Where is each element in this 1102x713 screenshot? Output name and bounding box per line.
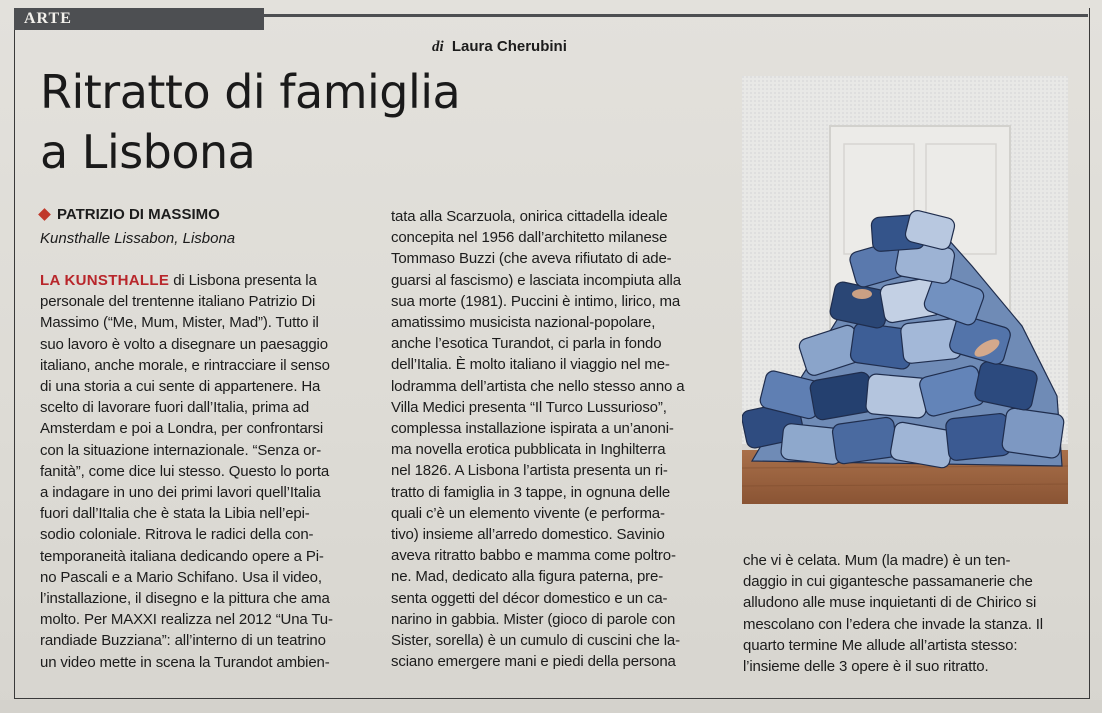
body-line: con la situazione internazionale. “Senza or- bbox=[40, 441, 322, 459]
body-line: concepita nel 1956 dall’architetto milanese bbox=[391, 229, 668, 247]
body-line: fuori dall’Italia che è stata la Libia nell’epi- bbox=[40, 505, 310, 523]
body-line: ne. Mad, dedicato alla figura paterna, pre- bbox=[391, 568, 664, 586]
byline-prefix: di bbox=[432, 39, 444, 55]
body-line: randiade Buzziana”: all’interno di un teatrino bbox=[40, 632, 326, 650]
body-line: l’insieme delle 3 opere è il suo ritratto. bbox=[743, 658, 989, 676]
body-line: fanità”, come dice lui stesso. Questo lo porta bbox=[40, 462, 330, 480]
body-line: anche l’esotica Turandot, ci parla in fondo bbox=[391, 335, 662, 353]
body-line: che vi è celata. Mum (la madre) è un ten- bbox=[743, 552, 1011, 569]
byline bbox=[432, 38, 567, 56]
body-line: LA KUNSTHALLE di Lisbona presenta la bbox=[40, 272, 317, 289]
body-line: tratto di famiglia in 3 tappe, in ognuna delle bbox=[391, 483, 671, 501]
body-line: Tommaso Buzzi (che aveva rifiutato di ade- bbox=[391, 250, 672, 268]
diamond-icon bbox=[38, 208, 51, 221]
body-line: suo lavoro è volto a disegnare un paesaggio bbox=[40, 335, 328, 353]
byline-author: Laura Cherubini bbox=[451, 38, 567, 55]
body-line: dell’Italia. È molto italiano il viaggio nel me- bbox=[391, 356, 670, 374]
section-label: ARTE bbox=[24, 10, 72, 27]
artist-name: PATRIZIO DI MASSIMO bbox=[57, 206, 220, 223]
body-column-2 bbox=[391, 206, 721, 672]
body-line: italiano, anche morale, e rintracciare il senso bbox=[40, 356, 330, 374]
body-line: di una storia a cui sente di appartenere. Ha bbox=[40, 378, 321, 396]
body-line: un video mette in scena la Turandot ambien- bbox=[40, 653, 330, 671]
body-line: personale del trentenne italiano Patrizio Di bbox=[40, 293, 316, 311]
body-line: mescolano con l’edera che invade la stanza. Il bbox=[743, 615, 1043, 633]
body-line: temporaneità italiana dedicando opere a Pi- bbox=[40, 547, 324, 565]
body-column-3 bbox=[743, 550, 1083, 677]
body-line: Villa Medici presenta “Il Turco Lussurioso”, bbox=[391, 398, 667, 416]
artist-heading bbox=[40, 206, 220, 223]
body-line: ma novella erotica pubblicata in Inghilterra bbox=[391, 441, 666, 459]
body-line: nel 1826. A Lisbona l’artista presenta un ri- bbox=[391, 462, 668, 480]
body-line: aveva ritratto babbo e mamma come poltro- bbox=[391, 547, 676, 565]
body-line: alludono alle muse inquietanti di de Chirico si bbox=[743, 594, 1037, 612]
body-line: a indagare in uno dei primi lavori quell’Italia bbox=[40, 484, 321, 502]
headline bbox=[40, 62, 560, 182]
headline-line-1: Ritratto di famiglia bbox=[40, 65, 461, 119]
body-line: l’installazione, il disegno e la pittura che ama bbox=[40, 590, 330, 608]
body-line: Massimo (“Me, Mum, Mister, Mad”). Tutto il bbox=[40, 314, 319, 332]
body-line: scelto di lavorare fuori dall’Italia, prima ad bbox=[40, 399, 310, 417]
venue: Kunsthalle Lissabon, Lisbona bbox=[40, 230, 236, 247]
body-line: complessa installazione ispirata a un’anoni- bbox=[391, 420, 674, 438]
body-column-1 bbox=[40, 270, 375, 673]
body-line: tivo) insieme all’arredo domestico. Savinio bbox=[391, 526, 665, 544]
body-line: lodramma dell’artista che nello stesso anno a bbox=[391, 377, 685, 395]
body-line: no Pascali e a Mario Schifano. Usa il video, bbox=[40, 568, 322, 586]
body-line: guarsi al fascismo) e lasciata incompiuta alla bbox=[391, 271, 681, 289]
body-line: quarto termine Me allude all’artista stesso: bbox=[743, 636, 1018, 654]
lead-in: LA KUNSTHALLE bbox=[40, 272, 170, 289]
body-line: Amsterdam e poi a Londra, per confrontarsi bbox=[40, 420, 324, 438]
body-line: narino in gabbia. Mister (gioco di parole con bbox=[391, 610, 676, 628]
body-line: quali c’è un elemento vivente (e performa- bbox=[391, 504, 665, 522]
body-line: sciano emergere mani e piedi della persona bbox=[391, 653, 676, 671]
headline-line-2: a Lisbona bbox=[40, 125, 256, 179]
body-line: amatissimo musicista nazional-popolare, bbox=[391, 314, 656, 332]
body-line: Sister, sorella) è un cumulo di cuscini che la- bbox=[391, 632, 680, 650]
body-line: senta oggetti del décor domestico e un ca- bbox=[391, 589, 668, 607]
body-line: sodio coloniale. Ritrova le radici della con- bbox=[40, 526, 314, 544]
body-line: sua morte (1981). Puccini è intimo, lirico, ma bbox=[391, 292, 681, 310]
body-line: molto. Per MAXXI realizza nel 2012 “Una Tu- bbox=[40, 611, 333, 629]
section-rule bbox=[264, 14, 1088, 17]
body-line: tata alla Scarzuola, onirica cittadella ideale bbox=[391, 208, 668, 225]
bottom-margin bbox=[0, 700, 1102, 713]
cushion-pile-photo bbox=[742, 76, 1068, 504]
body-line: daggio in cui gigantesche passamanerie che bbox=[743, 573, 1033, 591]
